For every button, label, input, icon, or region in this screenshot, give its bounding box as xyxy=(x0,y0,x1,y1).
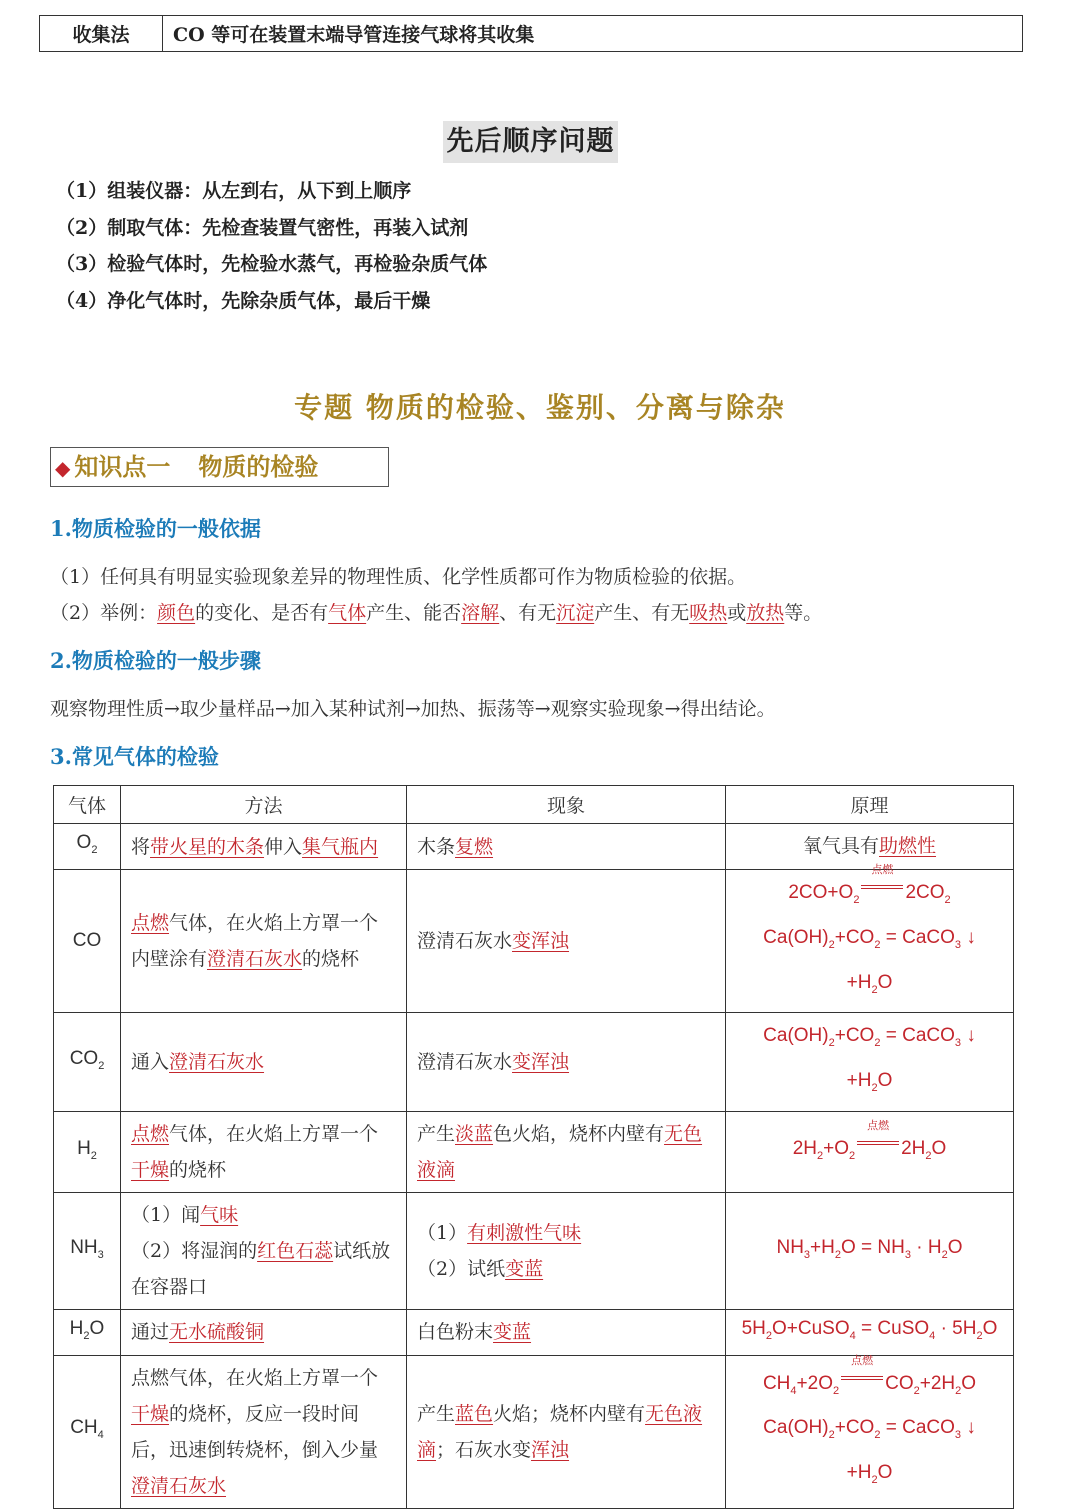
principle-cell xyxy=(726,1013,1014,1112)
method-cell: 点燃气体，在火焰上方罩一个干燥的烧杯 xyxy=(121,1111,407,1192)
equation: $2CO+O_2$ 点燃 $2CO_2$ xyxy=(788,864,951,906)
gas-co: CO xyxy=(54,870,121,1013)
keyword: 气体 xyxy=(328,602,367,624)
keyword: 吸热 xyxy=(689,602,728,624)
phenomenon-cell: 澄清石灰水变浑浊 xyxy=(407,1013,726,1112)
order-item: （3）检验气体时，先检验水蒸气，再检验杂质气体 xyxy=(56,253,488,275)
gas-ch4: $CH_4$ xyxy=(54,1355,121,1508)
section-heading-2: 2.物质检验的一般步骤 xyxy=(50,648,261,673)
equation: $Ca(OH)_2+CO_2$ = CaCO$_3$ ↓ xyxy=(763,1417,976,1442)
keyword: 沉淀 xyxy=(556,602,595,624)
principle-cell: 氧气具有助燃性 xyxy=(726,824,1014,870)
principle-cell xyxy=(726,1111,1014,1192)
table-row xyxy=(54,1111,1014,1192)
equation: $Ca(OH)_2+CO_2$ = CaCO$_3$ ↓ xyxy=(763,926,976,951)
section-heading-3: 3.常见气体的检验 xyxy=(50,744,219,769)
kp-label: 知识点一 xyxy=(74,452,171,481)
phenomenon-cell: 产生淡蓝色火焰，烧杯内壁有无色液滴 xyxy=(407,1111,726,1192)
table-row xyxy=(54,824,1014,870)
equation: $+H_2O$ xyxy=(846,971,893,996)
method-cell: 点燃气体，在火焰上方罩一个干燥的烧杯，反应一段时间后，迅速倒转烧杯，倒入少量澄清石灰水 xyxy=(121,1355,407,1508)
keyword: 颜色 xyxy=(157,602,196,624)
equation: $5H_2O+CuSO_4$ = CuSO$_4$ · $5H_2O$ xyxy=(741,1317,998,1342)
order-item: （1）组装仪器：从左到右，从下到上顺序 xyxy=(56,180,412,202)
equation: $NH_3+H_2O = NH_3 \cdot H_2O$ xyxy=(776,1236,963,1261)
header-principle: 原理 xyxy=(726,786,1014,824)
phenomenon-cell: （1）有刺激性气味 （2）试纸变蓝 xyxy=(407,1192,726,1309)
order-item: （4）净化气体时，先除杂质气体，最后干燥 xyxy=(56,289,431,312)
method-cell: 通过无水硫酸铜 xyxy=(121,1309,407,1355)
phenomenon-cell: 木条复燃 xyxy=(407,824,726,870)
principle-cell xyxy=(726,1355,1014,1508)
method-cell: （1）闻气味 （2）将湿润的红色石蕊试纸放在容器口 xyxy=(121,1192,407,1309)
keyword: 溶解 xyxy=(461,602,500,624)
table-row xyxy=(54,1192,1014,1309)
gas-h2: $H_2$ xyxy=(54,1111,121,1192)
steps-para: 观察物理性质→取少量样品→加入某种试剂→加热、振荡等→观察实验现象→得出结论。 xyxy=(50,698,776,720)
gas-h2o: $H_2O$ xyxy=(54,1309,121,1355)
knowledge-point-box xyxy=(50,447,389,487)
keyword: 放热 xyxy=(746,602,785,624)
principle-cell xyxy=(726,1309,1014,1355)
table-row xyxy=(54,1013,1014,1112)
method-cell: 点燃气体，在火焰上方罩一个内壁涂有澄清石灰水的烧杯 xyxy=(121,870,407,1013)
basis-para-2: （2）举例：颜色的变化、是否有气体产生、能否溶解、有无沉淀产生、有无吸热或放热等。 xyxy=(50,602,823,624)
topic-title: 专题 物质的检验、鉴别、分离与除杂 xyxy=(294,391,786,424)
table-row xyxy=(54,870,1014,1013)
table-header-row xyxy=(54,786,1014,824)
table-row xyxy=(54,1309,1014,1355)
order-item: （2）制取气体：先检查装置气密性，再装入试剂 xyxy=(56,216,469,239)
gas-co2: $CO_2$ xyxy=(54,1013,121,1112)
section-heading-1: 1.物质检验的一般依据 xyxy=(50,516,261,541)
equation: $+H_2O$ xyxy=(846,1462,893,1486)
principle-cell xyxy=(726,864,1014,1013)
phenomenon-cell: 澄清石灰水变浑浊 xyxy=(407,870,726,1013)
method-cell: 通入澄清石灰水 xyxy=(121,1013,407,1112)
phenomenon-cell: 产生蓝色火焰；烧杯内壁有无色液滴；石灰水变浑浊 xyxy=(407,1355,726,1508)
header-phenomenon: 现象 xyxy=(407,786,726,824)
equation: $2H_2+O_2$ 点燃 $2H_2O$ xyxy=(792,1119,947,1162)
diamond-icon: ◆ xyxy=(55,456,71,480)
gas-nh3: $NH_3$ xyxy=(54,1192,121,1309)
gas-o2: $O_2$ xyxy=(54,824,121,870)
order-list xyxy=(56,173,487,319)
header-gas: 气体 xyxy=(54,786,121,824)
gas-test-table xyxy=(53,785,1014,1509)
phenomenon-cell: 白色粉末变蓝 xyxy=(407,1309,726,1355)
collection-method-table xyxy=(39,15,1023,52)
table-row xyxy=(54,1355,1014,1508)
equation: $Ca(OH)_2+CO_2$ = CaCO$_3$ ↓ xyxy=(763,1025,976,1050)
header-method: 方法 xyxy=(121,786,407,824)
order-section-title: 先后顺序问题 xyxy=(443,121,618,163)
equation: $+H_2O$ xyxy=(846,1070,893,1094)
kp-name: 物质的检验 xyxy=(198,452,319,481)
basis-para-1: （1）任何具有明显实验现象差异的物理性质、化学性质都可作为物质检验的依据。 xyxy=(50,566,747,588)
collection-label: 收集法 xyxy=(40,16,163,52)
collection-content: CO 等可在装置末端导管连接气球将其收集 xyxy=(163,16,1023,52)
principle-cell xyxy=(726,1192,1014,1309)
equation: $CH_4+2O_2$ 点燃 $CO_2+2H_2O$ xyxy=(762,1354,977,1397)
method-cell: 将带火星的木条伸入集气瓶内 xyxy=(121,824,407,870)
